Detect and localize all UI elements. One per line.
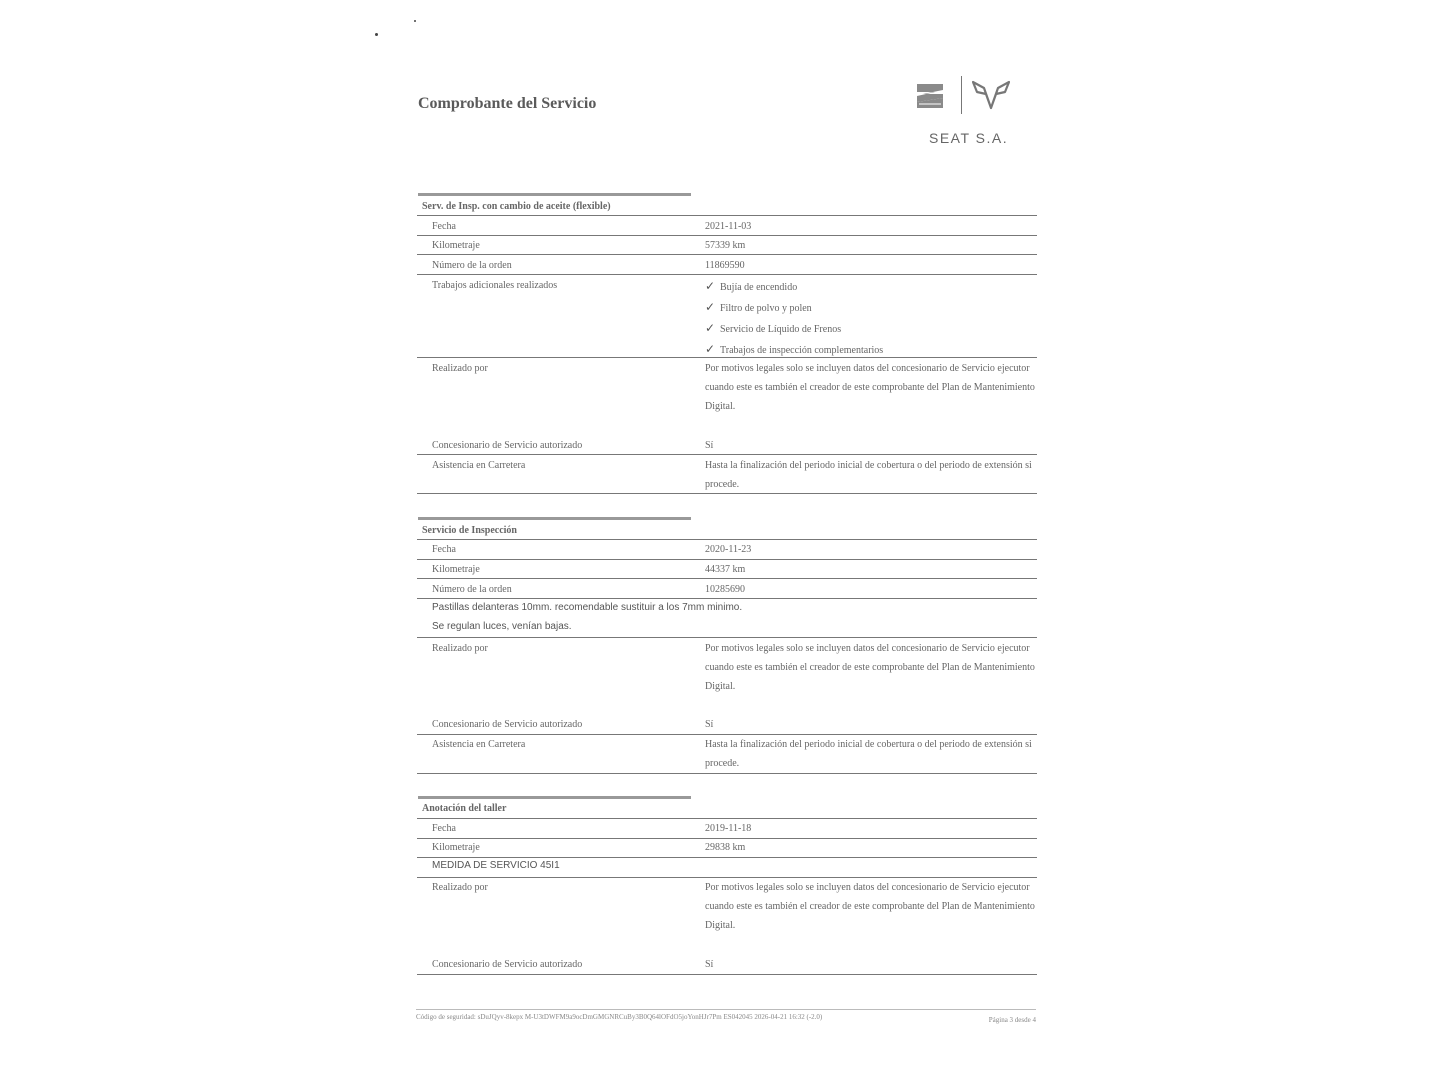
row-divider (417, 254, 1037, 255)
fecha-value: 2021-11-03 (705, 221, 752, 232)
kilometraje-label: Kilometraje (432, 842, 480, 853)
section-title: Anotación del taller (422, 803, 507, 814)
realizado-label: Realizado por (432, 882, 488, 893)
security-code: Código de seguridad: sDuJQyv-8kepx M-U3tDWFM9a9ocDmGMGNRCuBy3B0Q64lOFdO5joYonHJr7Pm ES042045 2026-04-21 16:32 (-2.0) (416, 1013, 823, 1021)
scan-speck (375, 33, 378, 36)
row-divider (417, 559, 1037, 560)
row-divider (417, 235, 1037, 236)
row-divider (417, 454, 1037, 455)
section-bar (418, 193, 691, 196)
orden-label: Número de la orden (432, 584, 512, 595)
service-section-2 (417, 517, 1037, 777)
seat-logo-icon (915, 82, 945, 110)
scan-speck (414, 20, 416, 22)
footer-divider (416, 1009, 1036, 1010)
workshop-note: Se regulan luces, venían bajas. (432, 621, 572, 632)
concesionario-label: Concesionario de Servicio autorizado (432, 719, 583, 730)
section-bar (418, 796, 691, 799)
workshop-note: Pastillas delanteras 10mm. recomendable sustituir a los 7mm minimo. (432, 602, 743, 613)
concesionario-value: Sí (705, 959, 714, 970)
realizado-text: Por motivos legales solo se incluyen datos del concesionario de Servicio ejecutor cuando este es también el creador de este comprobante del Plan de Mantenimiento Digital. (705, 882, 1035, 931)
trabajo-item: ✓ Filtro de polvo y polen (705, 300, 812, 314)
realizado-text: Por motivos legales solo se incluyen datos del concesionario de Servicio ejecutor cuando este es también el creador de este comprobante del Plan de Mantenimiento Digital. (705, 363, 1035, 412)
document-title: Comprobante del Servicio (418, 95, 597, 112)
row-divider (417, 838, 1037, 839)
row-divider (417, 578, 1037, 579)
orden-label: Número de la orden (432, 260, 512, 271)
realizado-text: Por motivos legales solo se incluyen datos del concesionario de Servicio ejecutor cuando este es también el creador de este comprobante del Plan de Mantenimiento Digital. (705, 643, 1035, 692)
trabajo-item: ✓ Trabajos de inspección complementarios (705, 342, 884, 356)
realizado-label: Realizado por (432, 363, 488, 374)
logo-divider (961, 76, 962, 114)
row-divider (417, 637, 1037, 638)
concesionario-label: Concesionario de Servicio autorizado (432, 959, 583, 970)
checkmark-icon: ✓ (705, 300, 716, 314)
section-title: Servicio de Inspección (422, 525, 517, 536)
realizado-label: Realizado por (432, 643, 488, 654)
orden-value: 11869590 (705, 260, 745, 271)
row-divider (417, 493, 1037, 494)
brand-logo-area (910, 74, 1020, 154)
cupra-logo-icon (972, 80, 1010, 110)
kilometraje-value: 57339 km (705, 240, 746, 251)
checkmark-icon: ✓ (705, 342, 716, 356)
orden-value: 10285690 (705, 584, 745, 595)
kilometraje-label: Kilometraje (432, 240, 480, 251)
row-divider (417, 974, 1037, 975)
row-divider (417, 818, 1037, 819)
asistencia-label: Asistencia en Carretera (432, 460, 526, 471)
row-divider (417, 274, 1037, 275)
kilometraje-value: 29838 km (705, 842, 746, 853)
fecha-value: 2020-11-23 (705, 544, 752, 555)
row-divider (417, 215, 1037, 216)
concesionario-label: Concesionario de Servicio autorizado (432, 440, 583, 451)
fecha-label: Fecha (432, 544, 456, 555)
concesionario-value: Sí (705, 719, 714, 730)
row-divider (417, 598, 1037, 599)
trabajo-item: ✓ Servicio de Líquido de Frenos (705, 321, 842, 335)
trabajo-item: ✓ Bujía de encendido (705, 279, 798, 293)
row-divider (417, 357, 1037, 358)
section-bar (418, 517, 691, 520)
fecha-label: Fecha (432, 823, 456, 834)
checkmark-icon: ✓ (705, 279, 716, 293)
asistencia-label: Asistencia en Carretera (432, 739, 526, 750)
row-divider (417, 773, 1037, 774)
section-title: Serv. de Insp. con cambio de aceite (flexible) (422, 201, 611, 212)
fecha-value: 2019-11-18 (705, 823, 752, 834)
kilometraje-label: Kilometraje (432, 564, 480, 575)
service-section-3 (417, 796, 1037, 981)
page-number: Página 3 desde 4 (988, 1016, 1036, 1024)
row-divider (417, 539, 1037, 540)
service-section-1 (417, 193, 1037, 498)
kilometraje-value: 44337 km (705, 564, 746, 575)
brand-name: SEAT S.A. (929, 130, 1009, 146)
checkmark-icon: ✓ (705, 321, 716, 335)
asistencia-text: Hasta la finalización del periodo inicial de cobertura o del periodo de extensión si procede. (705, 739, 1032, 769)
trabajos-label: Trabajos adicionales realizados (432, 280, 558, 291)
workshop-note: MEDIDA DE SERVICIO 45I1 (432, 860, 560, 871)
row-divider (417, 857, 1037, 858)
asistencia-text: Hasta la finalización del periodo inicial de cobertura o del periodo de extensión si procede. (705, 460, 1032, 490)
fecha-label: Fecha (432, 221, 456, 232)
concesionario-value: Sí (705, 440, 714, 451)
